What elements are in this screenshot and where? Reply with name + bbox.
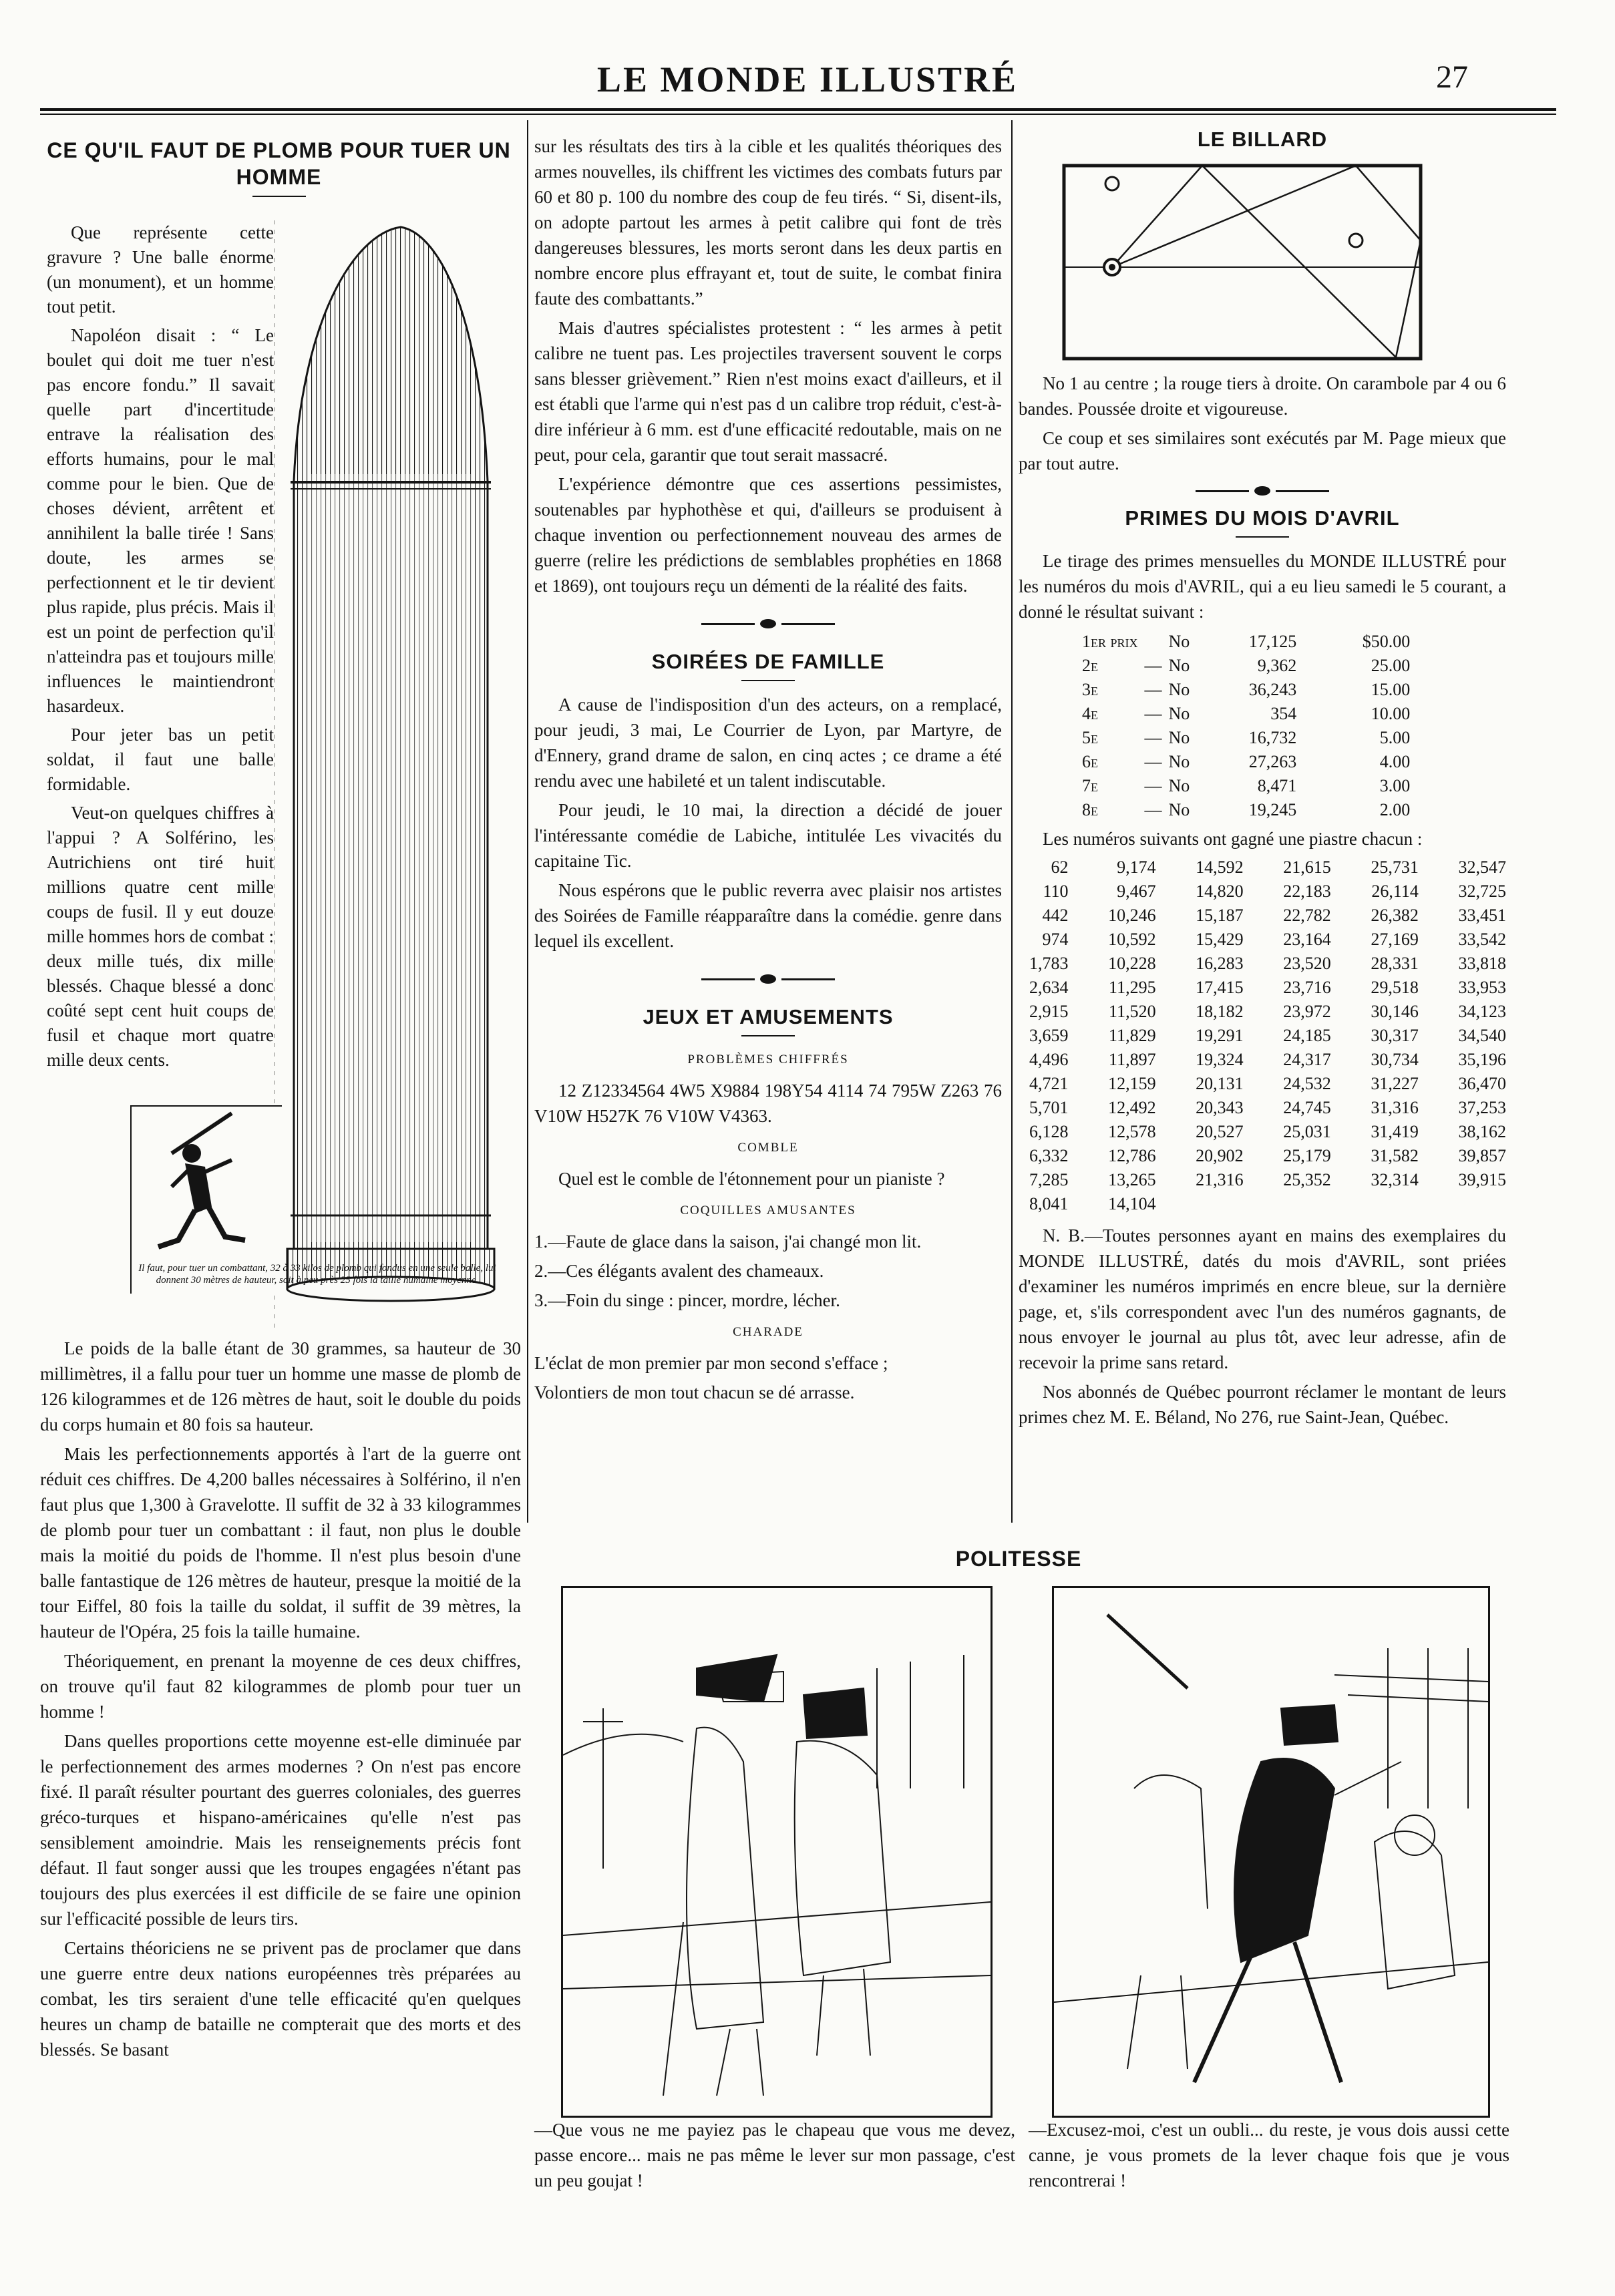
primes-nb: N. B.—Toutes personnes ayant en mains des exemplaires du MONDE ILLUSTRÉ, datés du mois d'AVRIL, sont priées d'examiner les numéros imprimés en encre bleue, sur la dernière page, et, s'ils correspondent avec l'un des numéros gagnants, de nous envoyer le journal au plus tôt, avec leur adresse, afin de recevoir la prime sans retard.: [1019, 1225, 1506, 1372]
column-divider: [527, 120, 528, 1523]
winning-number: 10,592: [1108, 930, 1156, 949]
winning-number: 21,615: [1283, 857, 1331, 877]
winners-row: [1019, 1192, 1506, 1216]
winning-number: 2,915: [1029, 1002, 1069, 1021]
prize-row: [1082, 702, 1417, 726]
prize-row: [1082, 774, 1417, 798]
prize-no-label: No: [1168, 800, 1190, 819]
winning-number: 28,331: [1371, 954, 1419, 973]
winning-number: [1419, 1192, 1506, 1216]
prize-rank: 3e: [1082, 680, 1098, 699]
prize-number: 17,125: [1248, 632, 1297, 651]
winning-number: 32,314: [1371, 1170, 1419, 1189]
prize-row: [1082, 750, 1417, 774]
plomb-paragraph: Que représente cette gravure ? Une balle énorme (un monument), et un homme tout petit.: [47, 222, 274, 317]
winners-row: [1019, 1024, 1506, 1048]
prize-number: 16,732: [1248, 728, 1297, 747]
plomb-paragraph: Pour jeter bas un petit soldat, il faut une balle formidable.: [47, 725, 274, 794]
billard-paragraph: No 1 au centre ; la rouge tiers à droite. On carambole par 4 ou 6 bandes. Poussée droite et vigoureuse.: [1019, 373, 1506, 419]
winning-number: 974: [1042, 930, 1069, 949]
winning-number: 12,786: [1108, 1146, 1156, 1165]
plomb-headline: CE QU'IL FAUT DE PLOMB POUR TUER UN HOMME: [47, 138, 511, 189]
winning-number: 36,470: [1458, 1074, 1506, 1093]
winning-number: 23,164: [1283, 930, 1331, 949]
winning-number: 24,745: [1283, 1098, 1331, 1117]
winners-row: [1019, 1120, 1506, 1144]
separator-dash: [252, 196, 306, 197]
prize-no-label: No: [1168, 776, 1190, 795]
winners-row: [1019, 1096, 1506, 1120]
billiard-diagram: [1062, 164, 1423, 361]
coquille-item: 3.—Foin du singe : pincer, mordre, lécher.: [534, 1290, 840, 1310]
winning-number: 27,169: [1371, 930, 1419, 949]
column-divider: [1011, 120, 1013, 1523]
winning-number: 25,031: [1283, 1122, 1331, 1141]
prize-ditto: —: [1144, 704, 1162, 723]
charade-line: L'éclat de mon premier par mon second s'efface ;: [534, 1353, 888, 1373]
winning-number: 38,162: [1458, 1122, 1506, 1141]
winning-number: 3,659: [1029, 1026, 1069, 1045]
prize-ditto: —: [1144, 728, 1162, 747]
winning-number: 4,496: [1029, 1050, 1069, 1069]
coquille-item: 1.—Faute de glace dans la saison, j'ai changé mon lit.: [534, 1231, 922, 1252]
jeux-headline: JEUX ET AMUSEMENTS: [643, 1005, 894, 1028]
prize-ditto: —: [1144, 776, 1162, 795]
winning-number: 34,540: [1458, 1026, 1506, 1045]
billard-paragraph: Ce coup et ses similaires sont exécutés par M. Page mieux que par tout autre.: [1019, 428, 1506, 473]
comble-label: COMBLE: [737, 1141, 799, 1155]
plomb-paragraph: Théoriquement, en prenant la moyenne de ces deux chiffres, on trouve qu'il faut 82 kilogrammes de plomb pour tuer un homme !: [40, 1651, 521, 1722]
winning-number: 20,527: [1196, 1122, 1244, 1141]
winning-number: 24,185: [1283, 1026, 1331, 1045]
winning-number: 24,317: [1283, 1050, 1331, 1069]
winning-number: 31,227: [1371, 1074, 1419, 1093]
winning-number: 22,183: [1283, 882, 1331, 901]
ornament-divider: [701, 974, 835, 984]
plomb-header: [40, 137, 518, 208]
prize-number: 19,245: [1248, 800, 1297, 819]
winning-number: [1244, 1192, 1331, 1216]
winning-number: 34,123: [1458, 1002, 1506, 1021]
winning-number: 6,128: [1029, 1122, 1069, 1141]
prize-ditto: [1145, 630, 1169, 654]
ornament-divider: [1196, 486, 1329, 496]
winning-number: 2,634: [1029, 978, 1069, 997]
winning-number: 19,291: [1196, 1026, 1244, 1045]
prize-no-label: No: [1168, 680, 1190, 699]
winning-number: [1156, 1192, 1244, 1216]
winning-number: 8,041: [1029, 1194, 1069, 1213]
winning-number: 30,146: [1371, 1002, 1419, 1021]
plomb-full-text: [40, 1336, 521, 2066]
prize-row: [1082, 630, 1417, 654]
prize-ditto: —: [1144, 800, 1162, 819]
prize-ditto: —: [1144, 752, 1162, 771]
winning-number: 7,285: [1029, 1170, 1069, 1189]
winning-number: 9,174: [1117, 857, 1156, 877]
winning-number: 26,114: [1371, 882, 1419, 901]
prize-amount: 2.00: [1379, 800, 1411, 819]
winners-intro: Les numéros suivants ont gagné une piastre chacun :: [1043, 829, 1423, 849]
ornament-divider: [701, 618, 835, 629]
plomb-paragraph: Dans quelles proportions cette moyenne est-elle diminuée par le perfectionnement des armes modernes ? On n'est pas encore fixé. Il paraît résulter pourtant des guerres coloniales, des guerres gréco-turques et hispano-américaines qu'elle n'est pas sensiblement amoindrie. Mais les renseignements précis font défaut. Il faut songer aussi que les troupes engagées n'étant pas toujours des plus exercées il est difficile de se faire une opinion sur l'efficacité possible de leurs tirs.: [40, 1731, 521, 1929]
winning-number: 31,582: [1371, 1146, 1419, 1165]
plomb-paragraph: Veut-on quelques chiffres à l'appui ? A Solférino, les Autrichiens ont tiré huit millions quatre cent mille coups de fusil. Il y eut douze mille hommes hors de combat : deux mille tués, dix mille blessés. Chaque blessé a donc coûté sept cent huit coups de fusil et chaque mort quatre mille deux cents.: [47, 803, 274, 1070]
winning-number: 26,382: [1371, 906, 1419, 925]
winning-number: 18,182: [1196, 1002, 1244, 1021]
winning-number: 25,179: [1283, 1146, 1331, 1165]
continuation-paragraph: sur les résultats des tirs à la cible et les qualités théoriques des armes nouvelles, ils chiffrent les victimes des combats futurs par 60 et 80 p. 100 du nombre des coup de feu tirés. “ Si, disent-ils, on adopte partout les armes à petit calibre qui font de très dangereuses blessures, les morts seront dans les deux partis en nombre encore plus effrayant et, tout de suite, le combat finira faute des combattants.”: [534, 136, 1002, 309]
prize-amount: 10.00: [1371, 704, 1411, 723]
page-number: 27: [1436, 59, 1468, 95]
winning-number: 10,246: [1108, 906, 1156, 925]
primes-quebec: Nos abonnés de Québec pourront réclamer le montant de leurs primes chez M. E. Béland, No 276, rue Saint-Jean, Québec.: [1019, 1382, 1506, 1427]
winners-row: [1019, 1072, 1506, 1096]
winners-row: [1019, 880, 1506, 904]
plomb-narrow-text: [47, 220, 274, 1077]
prize-amount: 3.00: [1379, 776, 1411, 795]
winning-number: [1331, 1192, 1419, 1216]
winners-row: [1019, 928, 1506, 952]
prize-no-label: No: [1168, 656, 1190, 675]
prize-row: [1082, 678, 1417, 702]
winning-number: 14,820: [1196, 882, 1244, 901]
bullet-engraving: [274, 220, 508, 1329]
prize-amount: 25.00: [1371, 656, 1411, 675]
billard-text: [1019, 371, 1506, 1434]
winning-number: 30,317: [1371, 1026, 1419, 1045]
prize-number: 27,263: [1248, 752, 1297, 771]
winning-number: 20,343: [1196, 1098, 1244, 1117]
prize-number: 354: [1270, 704, 1297, 723]
coquille-item: 2.—Ces élégants avalent des chameaux.: [534, 1261, 824, 1281]
prize-row: [1082, 798, 1417, 822]
winning-number: 16,283: [1196, 954, 1244, 973]
winning-number: 25,352: [1283, 1170, 1331, 1189]
politesse-headline: POLITESSE: [955, 1547, 1082, 1571]
winning-number: 33,953: [1458, 978, 1506, 997]
winning-number: 39,915: [1458, 1170, 1506, 1189]
winning-number: 21,316: [1196, 1170, 1244, 1189]
winning-number: 12,578: [1108, 1122, 1156, 1141]
winning-number: 19,324: [1196, 1050, 1244, 1069]
cartoon-caption-right: —Excusez-moi, c'est un oubli... du reste, je vous dois aussi cette canne, je vous promets de la lever chaque fois que je vous rencontrerai !: [1029, 2120, 1509, 2190]
prize-number: 8,471: [1257, 776, 1297, 795]
charade-line: Volontiers de mon tout chacun se dé arrasse.: [534, 1382, 855, 1402]
winning-number: 12,492: [1108, 1098, 1156, 1117]
winning-number: 11,295: [1109, 978, 1156, 997]
plomb-paragraph: Le poids de la balle étant de 30 grammes, sa hauteur de 30 millimètres, il a fallu pour tuer un homme une masse de plomb de 126 kilogrammes et de 126 mètres de haut, soit le double du poids du corps humain et 80 fois sa hauteur.: [40, 1338, 521, 1434]
charade-label: CHARADE: [733, 1325, 803, 1339]
prize-table: [1082, 630, 1417, 822]
winning-number: 17,415: [1196, 978, 1244, 997]
masthead-rule: [40, 108, 1556, 111]
winning-number: 4,721: [1029, 1074, 1069, 1093]
soirees-headline: SOIRÉES DE FAMILLE: [651, 650, 885, 673]
winning-number: 24,532: [1283, 1074, 1331, 1093]
winning-number: 15,187: [1196, 906, 1244, 925]
primes-intro: Le tirage des primes mensuelles du MONDE ILLUSTRÉ pour les numéros du mois d'AVRIL, qui a eu lieu samedi le 5 courant, a donné le résultat suivant :: [1019, 551, 1506, 622]
winning-number: 62: [1051, 857, 1069, 877]
winners-row: [1019, 1144, 1506, 1168]
winning-number: 5,701: [1029, 1098, 1069, 1117]
winning-number: 37,253: [1458, 1098, 1506, 1117]
soirees-paragraph: Nous espérons que le public reverra avec plaisir nos artistes des Soirées de Famille réapparaître dans la comédie. genre dans lequel ils excellent.: [534, 880, 1002, 951]
winning-number: 11,897: [1109, 1050, 1156, 1069]
winning-number: 31,419: [1371, 1122, 1419, 1141]
comble-text: Quel est le comble de l'étonnement pour un pianiste ?: [558, 1169, 945, 1189]
soirees-paragraph: Pour jeudi, le 10 mai, la direction a décidé de jouer l'intéressante comédie de Labiche, intitulée Les vivacités du capitaine Tic.: [534, 800, 1002, 871]
prize-row: [1082, 654, 1417, 678]
prize-amount: 15.00: [1371, 680, 1411, 699]
winning-number: 32,547: [1458, 857, 1506, 877]
winning-number: 13,265: [1108, 1170, 1156, 1189]
winning-number: 35,196: [1458, 1050, 1506, 1069]
prize-no-label: No: [1168, 632, 1190, 651]
winning-number: 11,520: [1109, 1002, 1156, 1021]
prize-no-label: No: [1168, 752, 1190, 771]
winning-number: 29,518: [1371, 978, 1419, 997]
winning-number: 25,731: [1371, 857, 1419, 877]
winning-number: 20,131: [1196, 1074, 1244, 1093]
prize-amount: 5.00: [1379, 728, 1411, 747]
politesse-header: [534, 1546, 1503, 1571]
prize-no-label: No: [1168, 728, 1190, 747]
winning-number: 33,818: [1458, 954, 1506, 973]
prize-rank: 1er prix: [1082, 632, 1138, 651]
prize-rank: 5e: [1082, 728, 1098, 747]
cartoon-panel-left: [561, 1586, 993, 2118]
prize-row: [1082, 726, 1417, 750]
plomb-paragraph: Certains théoriciens ne se privent pas de proclamer que dans une guerre entre deux nations européennes très préparées au combat, les tirs seraient d'une telle efficacité qu'en quelques heures un champ de bataille ne compterait que des morts et des blessés. Se basant: [40, 1938, 521, 2060]
masthead-title: LE MONDE ILLUSTRÉ: [596, 59, 1019, 100]
winning-number: 23,972: [1283, 1002, 1331, 1021]
primes-headline: PRIMES DU MOIS D'AVRIL: [1125, 506, 1400, 530]
winning-number: 14,104: [1108, 1194, 1156, 1213]
prize-rank: 7e: [1082, 776, 1098, 795]
prize-rank: 8e: [1082, 800, 1098, 819]
winners-row: [1019, 952, 1506, 976]
winning-number: 15,429: [1196, 930, 1244, 949]
prize-rank: 6e: [1082, 752, 1098, 771]
coquilles-label: COQUILLES AMUSANTES: [680, 1203, 856, 1217]
cartoon-caption-left: —Que vous ne me payiez pas le chapeau que vous me devez, passe encore... mais ne pas même le lever sur mon passage, c'est un peu goujat !: [534, 2120, 1015, 2190]
winning-number: 33,451: [1458, 906, 1506, 925]
prize-ditto: —: [1144, 680, 1162, 699]
winners-row: [1019, 1168, 1506, 1192]
prize-ditto: —: [1144, 656, 1162, 675]
winning-number: 1,783: [1029, 954, 1069, 973]
winners-row: [1019, 855, 1506, 880]
prize-amount: 4.00: [1379, 752, 1411, 771]
winners-row: [1019, 1048, 1506, 1072]
prize-rank: 2e: [1082, 656, 1098, 675]
plomb-paragraph: Mais les perfectionnements apportés à l'art de la guerre ont réduit ces chiffres. De 4,200 balles nécessaires à Solférino, il n'en faut plus que 1,300 à Gravelotte. Il suffit de 32 à 33 kilogrammes de plomb pour tuer un combattant : il faut, non plus le double mais la moitié du poids de l'homme. Il n'est plus besoin d'une balle fantastique de 126 mètres de hauteur, presque la moitié de la tour Eiffel, 80 fois la taille du soldat, il suffit de 39 mètres, la hauteur de l'Opéra, 25 fois la taille humaine.: [40, 1444, 521, 1642]
winning-number: 33,542: [1458, 930, 1506, 949]
separator-dash: [741, 680, 795, 681]
winning-number: 31,316: [1371, 1098, 1419, 1117]
prize-rank: 4e: [1082, 704, 1098, 723]
continuation-paragraph: Mais d'autres spécialistes protestent : “ les armes à petit calibre ne tuent pas. Les projectiles traversent souvent le corps sans blesser grièvement.” Rien n'est moins exact d'ailleurs, et il est établi que l'arme qui n'est pas d un calibre trop réduit, c'est-à-dire inférieur à 6 mm. est d'une efficacité redoutable, mais on ne peut, pour cela, garantir que tout serait massacré.: [534, 318, 1002, 465]
winners-row: [1019, 976, 1506, 1000]
winning-number: 20,902: [1196, 1146, 1244, 1165]
winning-number: 9,467: [1117, 882, 1156, 901]
winning-number: 12,159: [1108, 1074, 1156, 1093]
winning-number: 30,734: [1371, 1050, 1419, 1069]
prize-no-label: No: [1168, 704, 1190, 723]
winning-number: 39,857: [1458, 1146, 1506, 1165]
masthead-rule-thin: [40, 114, 1556, 115]
winning-number: 442: [1042, 906, 1069, 925]
right-column: [1019, 127, 1506, 152]
winning-number: 22,782: [1283, 906, 1331, 925]
middle-column: [534, 134, 1002, 1409]
winning-number: 6,332: [1029, 1146, 1069, 1165]
separator-dash: [1236, 536, 1289, 538]
cartoon-panel-right: [1052, 1586, 1490, 2118]
winning-number: 110: [1043, 882, 1069, 901]
prize-number: 36,243: [1248, 680, 1297, 699]
separator-dash: [741, 1035, 795, 1036]
prize-amount: $50.00: [1362, 632, 1411, 651]
winning-number: 23,520: [1283, 954, 1331, 973]
winning-number: 10,228: [1108, 954, 1156, 973]
winning-numbers-table: [1019, 855, 1506, 1216]
problemes-text: 12 Z12334564 4W5 X9884 198Y54 4114 74 795W Z263 76 V10W H527K 76 V10W V4363.: [534, 1081, 1002, 1126]
winning-number: 23,716: [1283, 978, 1331, 997]
problemes-label: PROBLÈMES CHIFFRÉS: [687, 1053, 849, 1067]
winning-number: 14,592: [1196, 857, 1244, 877]
soirees-paragraph: A cause de l'indisposition d'un des acteurs, on a remplacé, pour jeudi, 3 mai, Le Courrier de Lyon, par Martyre, de d'Ennery, grand drame de salon, en cinq actes ; ce drame a été rendu avec une habileté et un talent indiscutable.: [534, 695, 1002, 791]
engraving-caption: Il faut, pour tuer un combattant, 32 à 33 kilos de plomb qui fondus en une seule balle, lui donnent 30 mètres de hauteur, soit à peu près 25 fois la taille humaine moyenne.: [138, 1263, 496, 1286]
winning-number: 11,829: [1109, 1026, 1156, 1045]
continuation-paragraph: L'expérience démontre que ces assertions pessimistes, soutenables par hyphothèse et qui, d'ailleurs se produisent à chaque invention ou perfectionnement nouveau des armes de guerre (relire les prédictions de semblables prophéties en 1868 et 1869), ont toujours reçu un démenti de la réalité des faits.: [534, 474, 1002, 596]
winners-row: [1019, 904, 1506, 928]
plomb-paragraph: Napoléon disait : “ Le boulet qui doit me tuer n'est pas encore fondu.” Il savait quelle part d'incertitude entrave la réalisation des efforts humains, pour le mal comme pour le bien. Que de choses dévient, arrêtent et annihilent la balle tirée ! Sans doute, les armes se perfectionnent et le tir devient plus rapide, plus précis. Mais il est un point de perfection qu'il n'atteindra pas et toujours mille influences le maintiendront hasardeux.: [47, 325, 274, 716]
billard-headline: LE BILLARD: [1197, 128, 1328, 151]
winners-row: [1019, 1000, 1506, 1024]
winning-number: 32,725: [1458, 882, 1506, 901]
prize-number: 9,362: [1257, 656, 1297, 675]
